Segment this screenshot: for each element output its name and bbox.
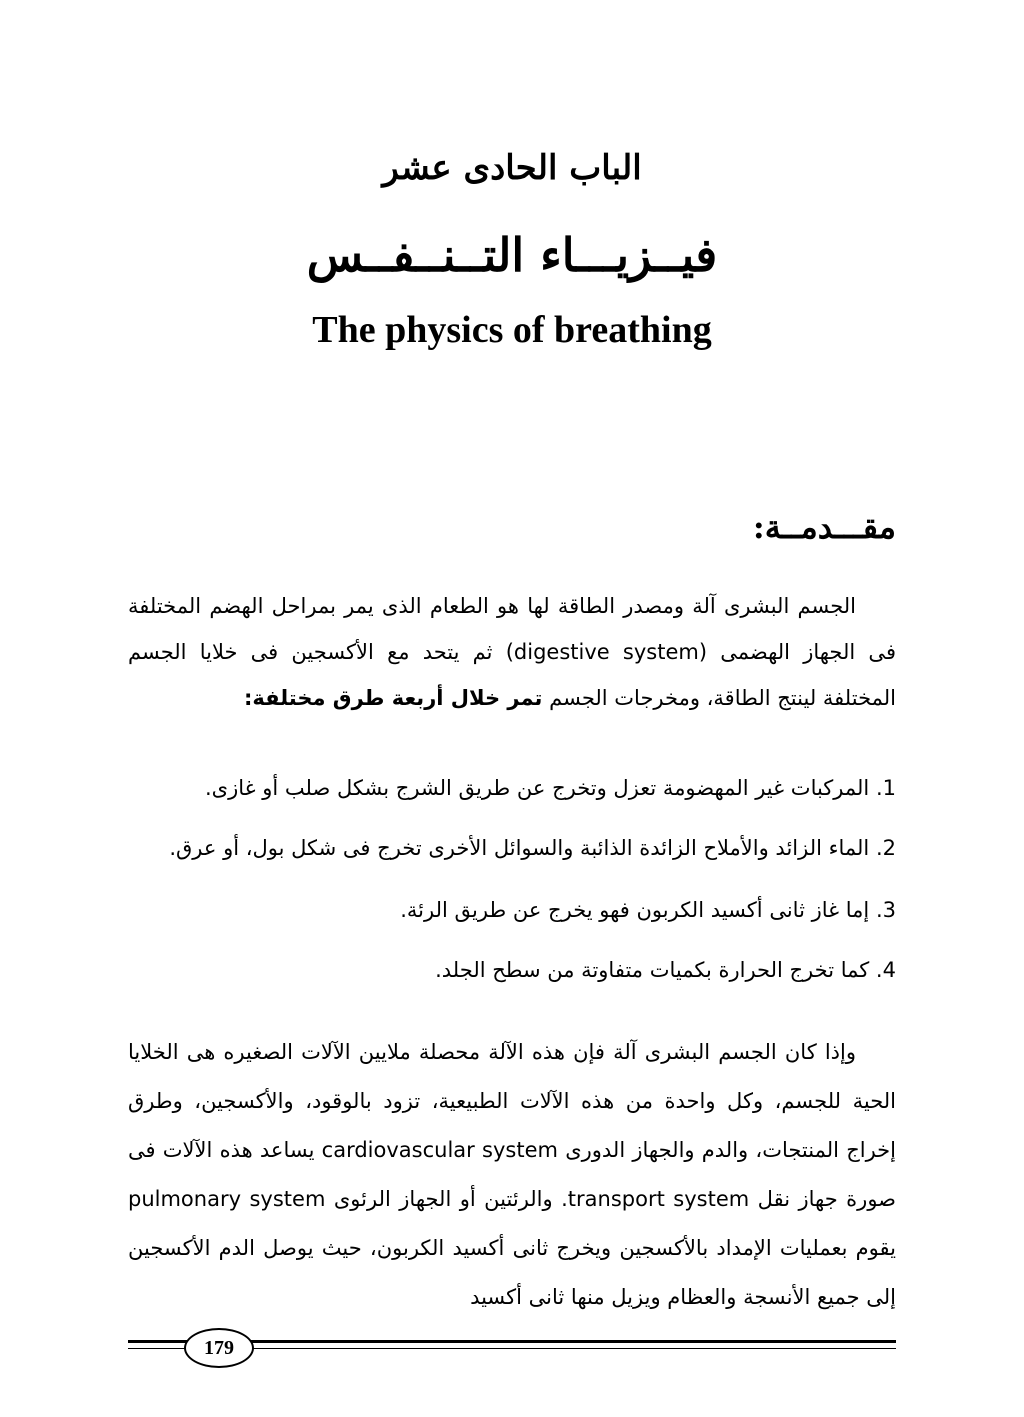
list-item: 1. المركبات غير المهضومة تعزل وتخرج عن طريق الشرج بشكل صلب أو غازى. xyxy=(204,776,896,800)
chapter-title-english: The physics of breathing xyxy=(312,309,712,351)
intro-text: الجسم البشرى آلة ومصدر الطاقة لها هو الطعام الذى يمر بمراحل الهضم المختلفة فى الجهاز الهضمى (digestive system) ثم يتحد مع الأكسجين فى خلايا الجسم المختلفة لينتج الطاقة، ومخرجات الجسم xyxy=(128,594,896,710)
intro-bold-text: تمر خلال أربعة طرق مختلفة: xyxy=(243,686,543,710)
intro-paragraph xyxy=(128,583,896,721)
chapter-label: الباب الحادى عشر xyxy=(382,148,642,188)
footer-rule-right xyxy=(250,1340,896,1343)
list-item: 4. كما تخرج الحرارة بكميات متفاوتة من سطح الجلد. xyxy=(435,958,896,982)
footer-rule-left-thin xyxy=(128,1348,188,1349)
chapter-title-arabic: فيــزيـــاء التــنــفــس xyxy=(306,228,718,282)
body-paragraph: وإذا كان الجسم البشرى آلة فإن هذه الآلة محصلة ملايين الآلات الصغيره هى الخلايا الحية للجسم، وكل واحدة من هذه الآلات الطبيعية، تزود بالوقود، والأكسجين، وطرق إخراج المنتجات، والدم والجهاز الدورى cardiovascular system يساعد هذه الآلات فى صورة جهاز نقل transport system. والرئتين أو الجهاز الرئوى pulmonary system يقوم بعمليات الإمداد بالأكسجين ويخرج ثانى أكسيد الكربون، حيث يوصل الدم الأكسجين إلى جميع الأنسجة والعظام ويزيل منها ثانى أكسيد xyxy=(128,1040,896,1309)
page-number: 179 xyxy=(184,1328,254,1368)
page-footer xyxy=(128,1328,896,1368)
footer-rule-left xyxy=(128,1340,188,1343)
list-item: 2. الماء الزائد والأملاح الزائدة الذائبة والسوائل الأخرى تخرج فى شكل بول، أو عرق. xyxy=(169,836,896,860)
section-heading: مقـــدمــة: xyxy=(752,508,896,546)
footer-rule-right-thin xyxy=(250,1348,896,1349)
list-item: 3. إما غاز ثانى أكسيد الكربون فهو يخرج عن طريق الرئة. xyxy=(400,898,896,922)
excretion-list xyxy=(128,765,896,1007)
